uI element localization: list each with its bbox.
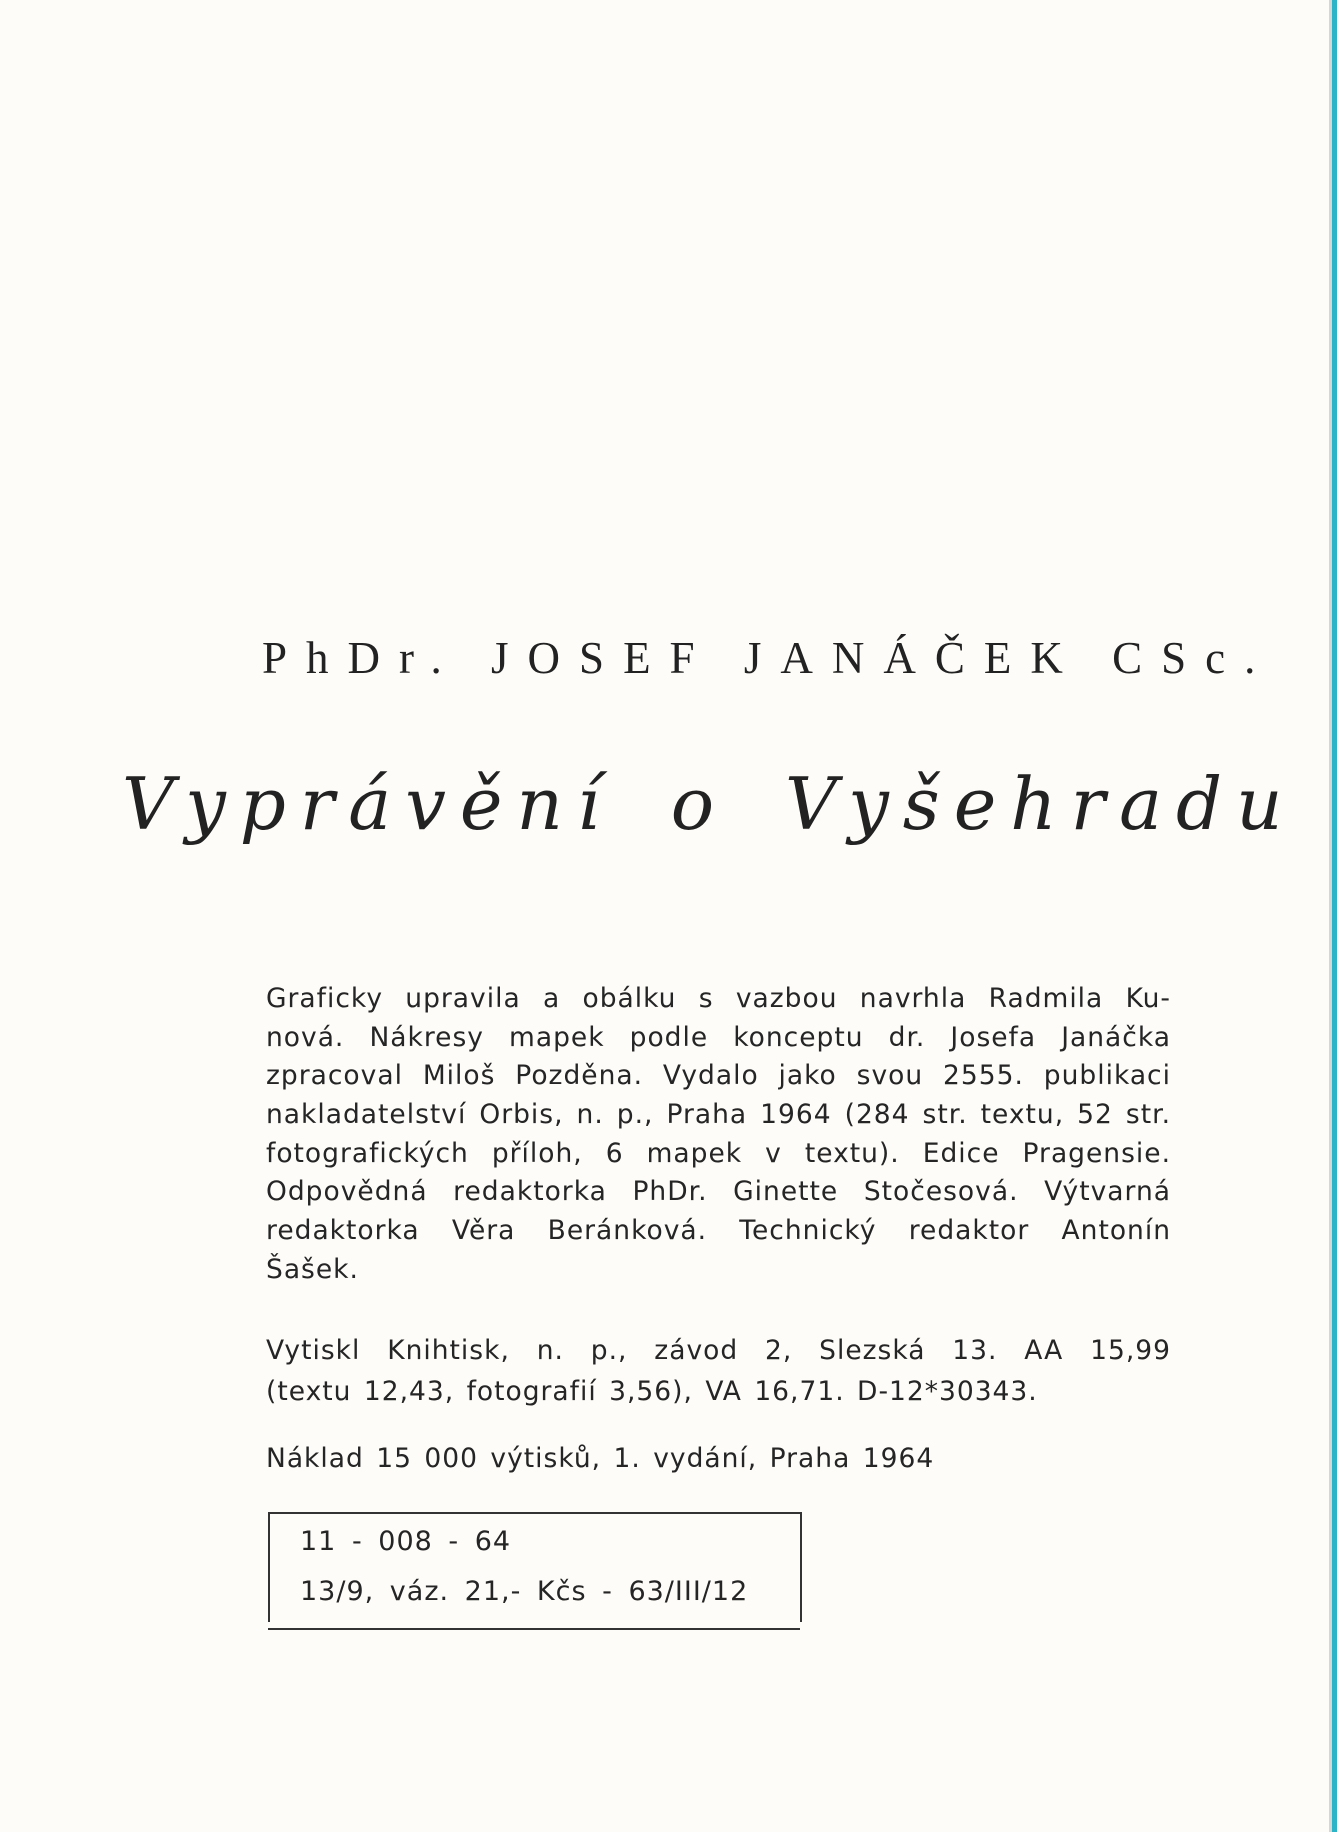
author-name: PhDr. JOSEF JANÁČEK CSc. — [262, 633, 1275, 683]
printer-line: (textu 12,43, fotografií 3,56), VA 16,71. D-12*30343. — [266, 1376, 1038, 1407]
colophon-line: Graficky upravila a obálku s vazbou navrhla Radmila Ku- — [266, 983, 1171, 1014]
colophon-line: nakladatelství Orbis, n. p., Praha 1964 (284 str. textu, 52 str. — [266, 1099, 1171, 1131]
colophon-line: fotografických příloh, 6 mapek v textu). Edice Pragensie. — [266, 1137, 1171, 1169]
catalog-code-line: 11 - 008 - 64 — [300, 1526, 512, 1557]
catalog-code-box — [268, 1512, 802, 1622]
printer-line: Vytiskl Knihtisk, n. p., závod 2, Slezská 13. AA 15,99 — [266, 1335, 1171, 1366]
catalog-price-line: 13/9, váz. 21,- Kčs - 63/III/12 — [300, 1576, 749, 1607]
box-bottom-rule — [268, 1628, 800, 1630]
book-title: Vyprávění o Vyšehradu — [122, 762, 1297, 846]
edition-info: Náklad 15 000 výtisků, 1. vydání, Praha 1964 — [266, 1443, 935, 1474]
page-edge — [1332, 0, 1337, 1832]
box-top-rule — [268, 1512, 800, 1514]
colophon-line: Šašek. — [266, 1253, 359, 1285]
colophon-line: nová. Nákresy mapek podle konceptu dr. Josefa Janáčka — [266, 1021, 1171, 1053]
colophon-paragraph — [266, 980, 1171, 1290]
printer-paragraph — [266, 1330, 1171, 1412]
colophon-line: redaktorka Věra Beránková. Technický redaktor Antonín — [266, 1215, 1171, 1247]
colophon-line: Odpovědná redaktorka PhDr. Ginette Stočesová. Výtvarná — [266, 1176, 1171, 1208]
colophon-line: zpracoval Miloš Pozděna. Vydalo jako svou 2555. publikaci — [266, 1060, 1171, 1092]
